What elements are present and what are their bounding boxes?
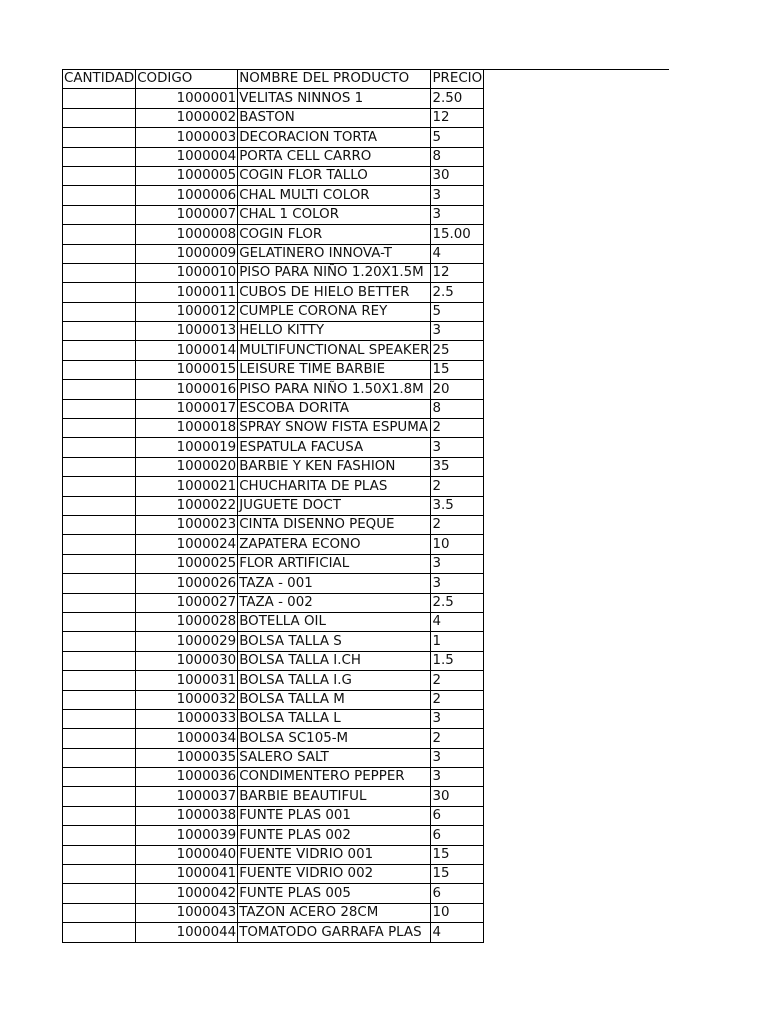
codigo-cell[interactable]: 1000007 (136, 205, 238, 224)
table-row (63, 496, 484, 515)
nombre-cell[interactable]: BOLSA TALLA I.CH (238, 651, 431, 670)
codigo-cell[interactable]: 1000003 (136, 128, 238, 147)
nombre-cell[interactable]: VELITAS NINNOS 1 (238, 89, 431, 108)
codigo-cell[interactable]: 1000010 (136, 263, 238, 282)
precio-cell[interactable]: 3 (431, 768, 484, 787)
codigo-cell[interactable]: 1000021 (136, 477, 238, 496)
table-row (63, 768, 484, 787)
precio-cell[interactable]: 30 (431, 166, 484, 185)
precio-cell[interactable]: 8 (431, 147, 484, 166)
cantidad-cell[interactable] (63, 147, 136, 166)
cantidad-cell[interactable] (63, 108, 136, 127)
header-nombre[interactable]: NOMBRE DEL PRODUCTO (238, 70, 431, 89)
codigo-cell[interactable]: 1000005 (136, 166, 238, 185)
codigo-cell[interactable]: 1000017 (136, 399, 238, 418)
codigo-cell[interactable]: 1000011 (136, 283, 238, 302)
cantidad-cell[interactable] (63, 903, 136, 922)
precio-cell[interactable]: 6 (431, 884, 484, 903)
table-row (63, 923, 484, 942)
cantidad-cell[interactable] (63, 709, 136, 728)
precio-cell[interactable]: 12 (431, 108, 484, 127)
nombre-cell[interactable]: HELLO KITTY (238, 322, 431, 341)
cantidad-cell[interactable] (63, 283, 136, 302)
table-row (63, 341, 484, 360)
nombre-cell[interactable]: SALERO SALT (238, 748, 431, 767)
codigo-cell[interactable]: 1000016 (136, 380, 238, 399)
codigo-cell[interactable]: 1000031 (136, 671, 238, 690)
table-row (63, 709, 484, 728)
codigo-cell[interactable]: 1000015 (136, 360, 238, 379)
cantidad-cell[interactable] (63, 632, 136, 651)
precio-cell[interactable]: 10 (431, 535, 484, 554)
nombre-cell[interactable]: BOLSA TALLA L (238, 709, 431, 728)
cantidad-cell[interactable] (63, 671, 136, 690)
nombre-cell[interactable]: DECORACION TORTA (238, 128, 431, 147)
codigo-cell[interactable]: 1000023 (136, 515, 238, 534)
precio-cell[interactable]: 15 (431, 865, 484, 884)
nombre-cell[interactable]: CHAL 1 COLOR (238, 205, 431, 224)
cantidad-cell[interactable] (63, 574, 136, 593)
codigo-cell[interactable]: 1000032 (136, 690, 238, 709)
precio-cell[interactable]: 2.5 (431, 283, 484, 302)
precio-cell[interactable]: 12 (431, 263, 484, 282)
table-row (63, 419, 484, 438)
nombre-cell[interactable]: FUNTE PLAS 005 (238, 884, 431, 903)
precio-cell[interactable]: 5 (431, 302, 484, 321)
codigo-cell[interactable]: 1000013 (136, 322, 238, 341)
nombre-cell[interactable]: PORTA CELL CARRO (238, 147, 431, 166)
cantidad-cell[interactable] (63, 399, 136, 418)
cantidad-cell[interactable] (63, 186, 136, 205)
cantidad-cell[interactable] (63, 593, 136, 612)
nombre-cell[interactable]: FLOR ARTIFICIAL (238, 554, 431, 573)
precio-cell[interactable]: 3 (431, 574, 484, 593)
table-row (63, 438, 484, 457)
table-row (63, 186, 484, 205)
cantidad-cell[interactable] (63, 128, 136, 147)
table-row (63, 632, 484, 651)
table-row (63, 671, 484, 690)
nombre-cell[interactable]: CINTA DISENNO PEQUE (238, 515, 431, 534)
cantidad-cell[interactable] (63, 477, 136, 496)
nombre-cell[interactable]: COGIN FLOR (238, 225, 431, 244)
precio-cell[interactable]: 15 (431, 845, 484, 864)
nombre-cell[interactable]: BARBIE BEAUTIFUL (238, 787, 431, 806)
cantidad-cell[interactable] (63, 923, 136, 942)
codigo-cell[interactable]: 1000030 (136, 651, 238, 670)
precio-cell[interactable]: 4 (431, 244, 484, 263)
nombre-cell[interactable]: BOTELLA OIL (238, 612, 431, 631)
codigo-cell[interactable]: 1000006 (136, 186, 238, 205)
nombre-cell[interactable]: SPRAY SNOW FISTA ESPUMA (238, 419, 431, 438)
table-row (63, 205, 484, 224)
table-row (63, 263, 484, 282)
codigo-cell[interactable]: 1000012 (136, 302, 238, 321)
precio-cell[interactable]: 2 (431, 419, 484, 438)
cantidad-cell[interactable] (63, 806, 136, 825)
nombre-cell[interactable]: LEISURE TIME BARBIE (238, 360, 431, 379)
codigo-cell[interactable]: 1000008 (136, 225, 238, 244)
cantidad-cell[interactable] (63, 419, 136, 438)
codigo-cell[interactable]: 1000027 (136, 593, 238, 612)
header-codigo[interactable]: CODIGO (136, 70, 238, 89)
table-row (63, 360, 484, 379)
cantidad-cell[interactable] (63, 612, 136, 631)
nombre-cell[interactable]: BOLSA TALLA S (238, 632, 431, 651)
precio-cell[interactable]: 20 (431, 380, 484, 399)
codigo-cell[interactable]: 1000035 (136, 748, 238, 767)
codigo-cell[interactable]: 1000004 (136, 147, 238, 166)
table-row (63, 128, 484, 147)
cantidad-cell[interactable] (63, 496, 136, 515)
nombre-cell[interactable]: TAZON ACERO 28CM (238, 903, 431, 922)
precio-cell[interactable]: 2 (431, 671, 484, 690)
nombre-cell[interactable]: ESPATULA FACUSA (238, 438, 431, 457)
precio-cell[interactable]: 3 (431, 709, 484, 728)
nombre-cell[interactable]: BOLSA TALLA I.G (238, 671, 431, 690)
cantidad-cell[interactable] (63, 89, 136, 108)
nombre-cell[interactable]: COGIN FLOR TALLO (238, 166, 431, 185)
precio-cell[interactable]: 6 (431, 806, 484, 825)
table-row (63, 593, 484, 612)
cantidad-cell[interactable] (63, 205, 136, 224)
table-row (63, 554, 484, 573)
nombre-cell[interactable]: BOLSA TALLA M (238, 690, 431, 709)
nombre-cell[interactable]: FUENTE VIDRIO 002 (238, 865, 431, 884)
nombre-cell[interactable]: FUNTE PLAS 002 (238, 826, 431, 845)
cantidad-cell[interactable] (63, 360, 136, 379)
cantidad-cell[interactable] (63, 225, 136, 244)
nombre-cell[interactable]: PISO PARA NIÑO 1.50X1.8M (238, 380, 431, 399)
table-row (63, 477, 484, 496)
table-row (63, 283, 484, 302)
codigo-cell[interactable]: 1000044 (136, 923, 238, 942)
table-row (63, 457, 484, 476)
table-row (63, 884, 484, 903)
precio-cell[interactable]: 1 (431, 632, 484, 651)
codigo-cell[interactable]: 1000043 (136, 903, 238, 922)
precio-cell[interactable]: 2 (431, 690, 484, 709)
nombre-cell[interactable]: CHUCHARITA DE PLAS (238, 477, 431, 496)
precio-cell[interactable]: 3 (431, 205, 484, 224)
table-row (63, 865, 484, 884)
nombre-cell[interactable]: BARBIE Y KEN FASHION (238, 457, 431, 476)
precio-cell[interactable]: 4 (431, 612, 484, 631)
codigo-cell[interactable]: 1000041 (136, 865, 238, 884)
header-cantidad[interactable]: CANTIDAD (63, 70, 136, 89)
nombre-cell[interactable]: TOMATODO GARRAFA PLAS (238, 923, 431, 942)
cantidad-cell[interactable] (63, 845, 136, 864)
precio-cell[interactable]: 6 (431, 826, 484, 845)
nombre-cell[interactable]: BOLSA SC105-M (238, 729, 431, 748)
table-row (63, 147, 484, 166)
cantidad-cell[interactable] (63, 341, 136, 360)
cantidad-cell[interactable] (63, 380, 136, 399)
cantidad-cell[interactable] (63, 729, 136, 748)
codigo-cell[interactable]: 1000038 (136, 806, 238, 825)
codigo-cell[interactable]: 1000037 (136, 787, 238, 806)
table-row (63, 806, 484, 825)
cantidad-cell[interactable] (63, 244, 136, 263)
table-row (63, 748, 484, 767)
cantidad-cell[interactable] (63, 690, 136, 709)
table-row (63, 322, 484, 341)
header-precio[interactable]: PRECIO (431, 70, 484, 89)
table-row (63, 166, 484, 185)
precio-cell[interactable]: 3 (431, 554, 484, 573)
cantidad-cell[interactable] (63, 457, 136, 476)
cantidad-cell[interactable] (63, 302, 136, 321)
cantidad-cell[interactable] (63, 438, 136, 457)
table-row (63, 574, 484, 593)
precio-cell[interactable]: 25 (431, 341, 484, 360)
table-row (63, 690, 484, 709)
precio-cell[interactable]: 2 (431, 515, 484, 534)
nombre-cell[interactable]: CHAL MULTI COLOR (238, 186, 431, 205)
codigo-cell[interactable]: 1000009 (136, 244, 238, 263)
codigo-cell[interactable]: 1000040 (136, 845, 238, 864)
cantidad-cell[interactable] (63, 865, 136, 884)
precio-cell[interactable]: 15.00 (431, 225, 484, 244)
table-row (63, 729, 484, 748)
header-row (63, 70, 484, 89)
table-row (63, 399, 484, 418)
codigo-cell[interactable]: 1000018 (136, 419, 238, 438)
cantidad-cell[interactable] (63, 748, 136, 767)
nombre-cell[interactable]: CUBOS DE HIELO BETTER (238, 283, 431, 302)
cantidad-cell[interactable] (63, 768, 136, 787)
precio-cell[interactable]: 3 (431, 748, 484, 767)
table-row (63, 380, 484, 399)
table-row (63, 535, 484, 554)
nombre-cell[interactable]: MULTIFUNCTIONAL SPEAKER (238, 341, 431, 360)
cantidad-cell[interactable] (63, 884, 136, 903)
cantidad-cell[interactable] (63, 535, 136, 554)
codigo-cell[interactable]: 1000029 (136, 632, 238, 651)
precio-cell[interactable]: 35 (431, 457, 484, 476)
codigo-cell[interactable]: 1000022 (136, 496, 238, 515)
table-row (63, 651, 484, 670)
nombre-cell[interactable]: PISO PARA NIÑO 1.20X1.5M (238, 263, 431, 282)
codigo-cell[interactable]: 1000028 (136, 612, 238, 631)
precio-cell[interactable]: 1.5 (431, 651, 484, 670)
sheet-top-border (468, 69, 669, 70)
codigo-cell[interactable]: 1000001 (136, 89, 238, 108)
table-row (63, 244, 484, 263)
cantidad-cell[interactable] (63, 787, 136, 806)
precio-cell[interactable]: 2.5 (431, 593, 484, 612)
table-row (63, 89, 484, 108)
cantidad-cell[interactable] (63, 651, 136, 670)
codigo-cell[interactable]: 1000033 (136, 709, 238, 728)
codigo-cell[interactable]: 1000034 (136, 729, 238, 748)
nombre-cell[interactable]: BASTON (238, 108, 431, 127)
codigo-cell[interactable]: 1000042 (136, 884, 238, 903)
table-row (63, 845, 484, 864)
codigo-cell[interactable]: 1000020 (136, 457, 238, 476)
table-row (63, 826, 484, 845)
table-row (63, 302, 484, 321)
nombre-cell[interactable]: JUGUETE DOCT (238, 496, 431, 515)
precio-cell[interactable]: 15 (431, 360, 484, 379)
table-row (63, 225, 484, 244)
nombre-cell[interactable]: CUMPLE CORONA REY (238, 302, 431, 321)
cantidad-cell[interactable] (63, 263, 136, 282)
cantidad-cell[interactable] (63, 166, 136, 185)
codigo-cell[interactable]: 1000019 (136, 438, 238, 457)
codigo-cell[interactable]: 1000026 (136, 574, 238, 593)
product-table (62, 69, 484, 943)
nombre-cell[interactable]: GELATINERO INNOVA-T (238, 244, 431, 263)
codigo-cell[interactable]: 1000014 (136, 341, 238, 360)
cantidad-cell[interactable] (63, 322, 136, 341)
table-row (63, 612, 484, 631)
table-row (63, 515, 484, 534)
precio-cell[interactable]: 4 (431, 923, 484, 942)
precio-cell[interactable]: 5 (431, 128, 484, 147)
table-row (63, 108, 484, 127)
precio-cell[interactable]: 3 (431, 322, 484, 341)
precio-cell[interactable]: 8 (431, 399, 484, 418)
precio-cell[interactable]: 3.5 (431, 496, 484, 515)
codigo-cell[interactable]: 1000002 (136, 108, 238, 127)
codigo-cell[interactable]: 1000024 (136, 535, 238, 554)
nombre-cell[interactable]: TAZA - 002 (238, 593, 431, 612)
precio-cell[interactable]: 30 (431, 787, 484, 806)
precio-cell[interactable]: 10 (431, 903, 484, 922)
cantidad-cell[interactable] (63, 554, 136, 573)
nombre-cell[interactable]: ESCOBA DORITA (238, 399, 431, 418)
cantidad-cell[interactable] (63, 515, 136, 534)
precio-cell[interactable]: 2 (431, 729, 484, 748)
cantidad-cell[interactable] (63, 826, 136, 845)
codigo-cell[interactable]: 1000025 (136, 554, 238, 573)
precio-cell[interactable]: 3 (431, 186, 484, 205)
table-row (63, 903, 484, 922)
codigo-cell[interactable]: 1000036 (136, 768, 238, 787)
precio-cell[interactable]: 2 (431, 477, 484, 496)
precio-cell[interactable]: 2.50 (431, 89, 484, 108)
nombre-cell[interactable]: TAZA - 001 (238, 574, 431, 593)
nombre-cell[interactable]: FUENTE VIDRIO 001 (238, 845, 431, 864)
nombre-cell[interactable]: ZAPATERA ECONO (238, 535, 431, 554)
nombre-cell[interactable]: FUNTE PLAS 001 (238, 806, 431, 825)
table-row (63, 787, 484, 806)
precio-cell[interactable]: 3 (431, 438, 484, 457)
codigo-cell[interactable]: 1000039 (136, 826, 238, 845)
nombre-cell[interactable]: CONDIMENTERO PEPPER (238, 768, 431, 787)
